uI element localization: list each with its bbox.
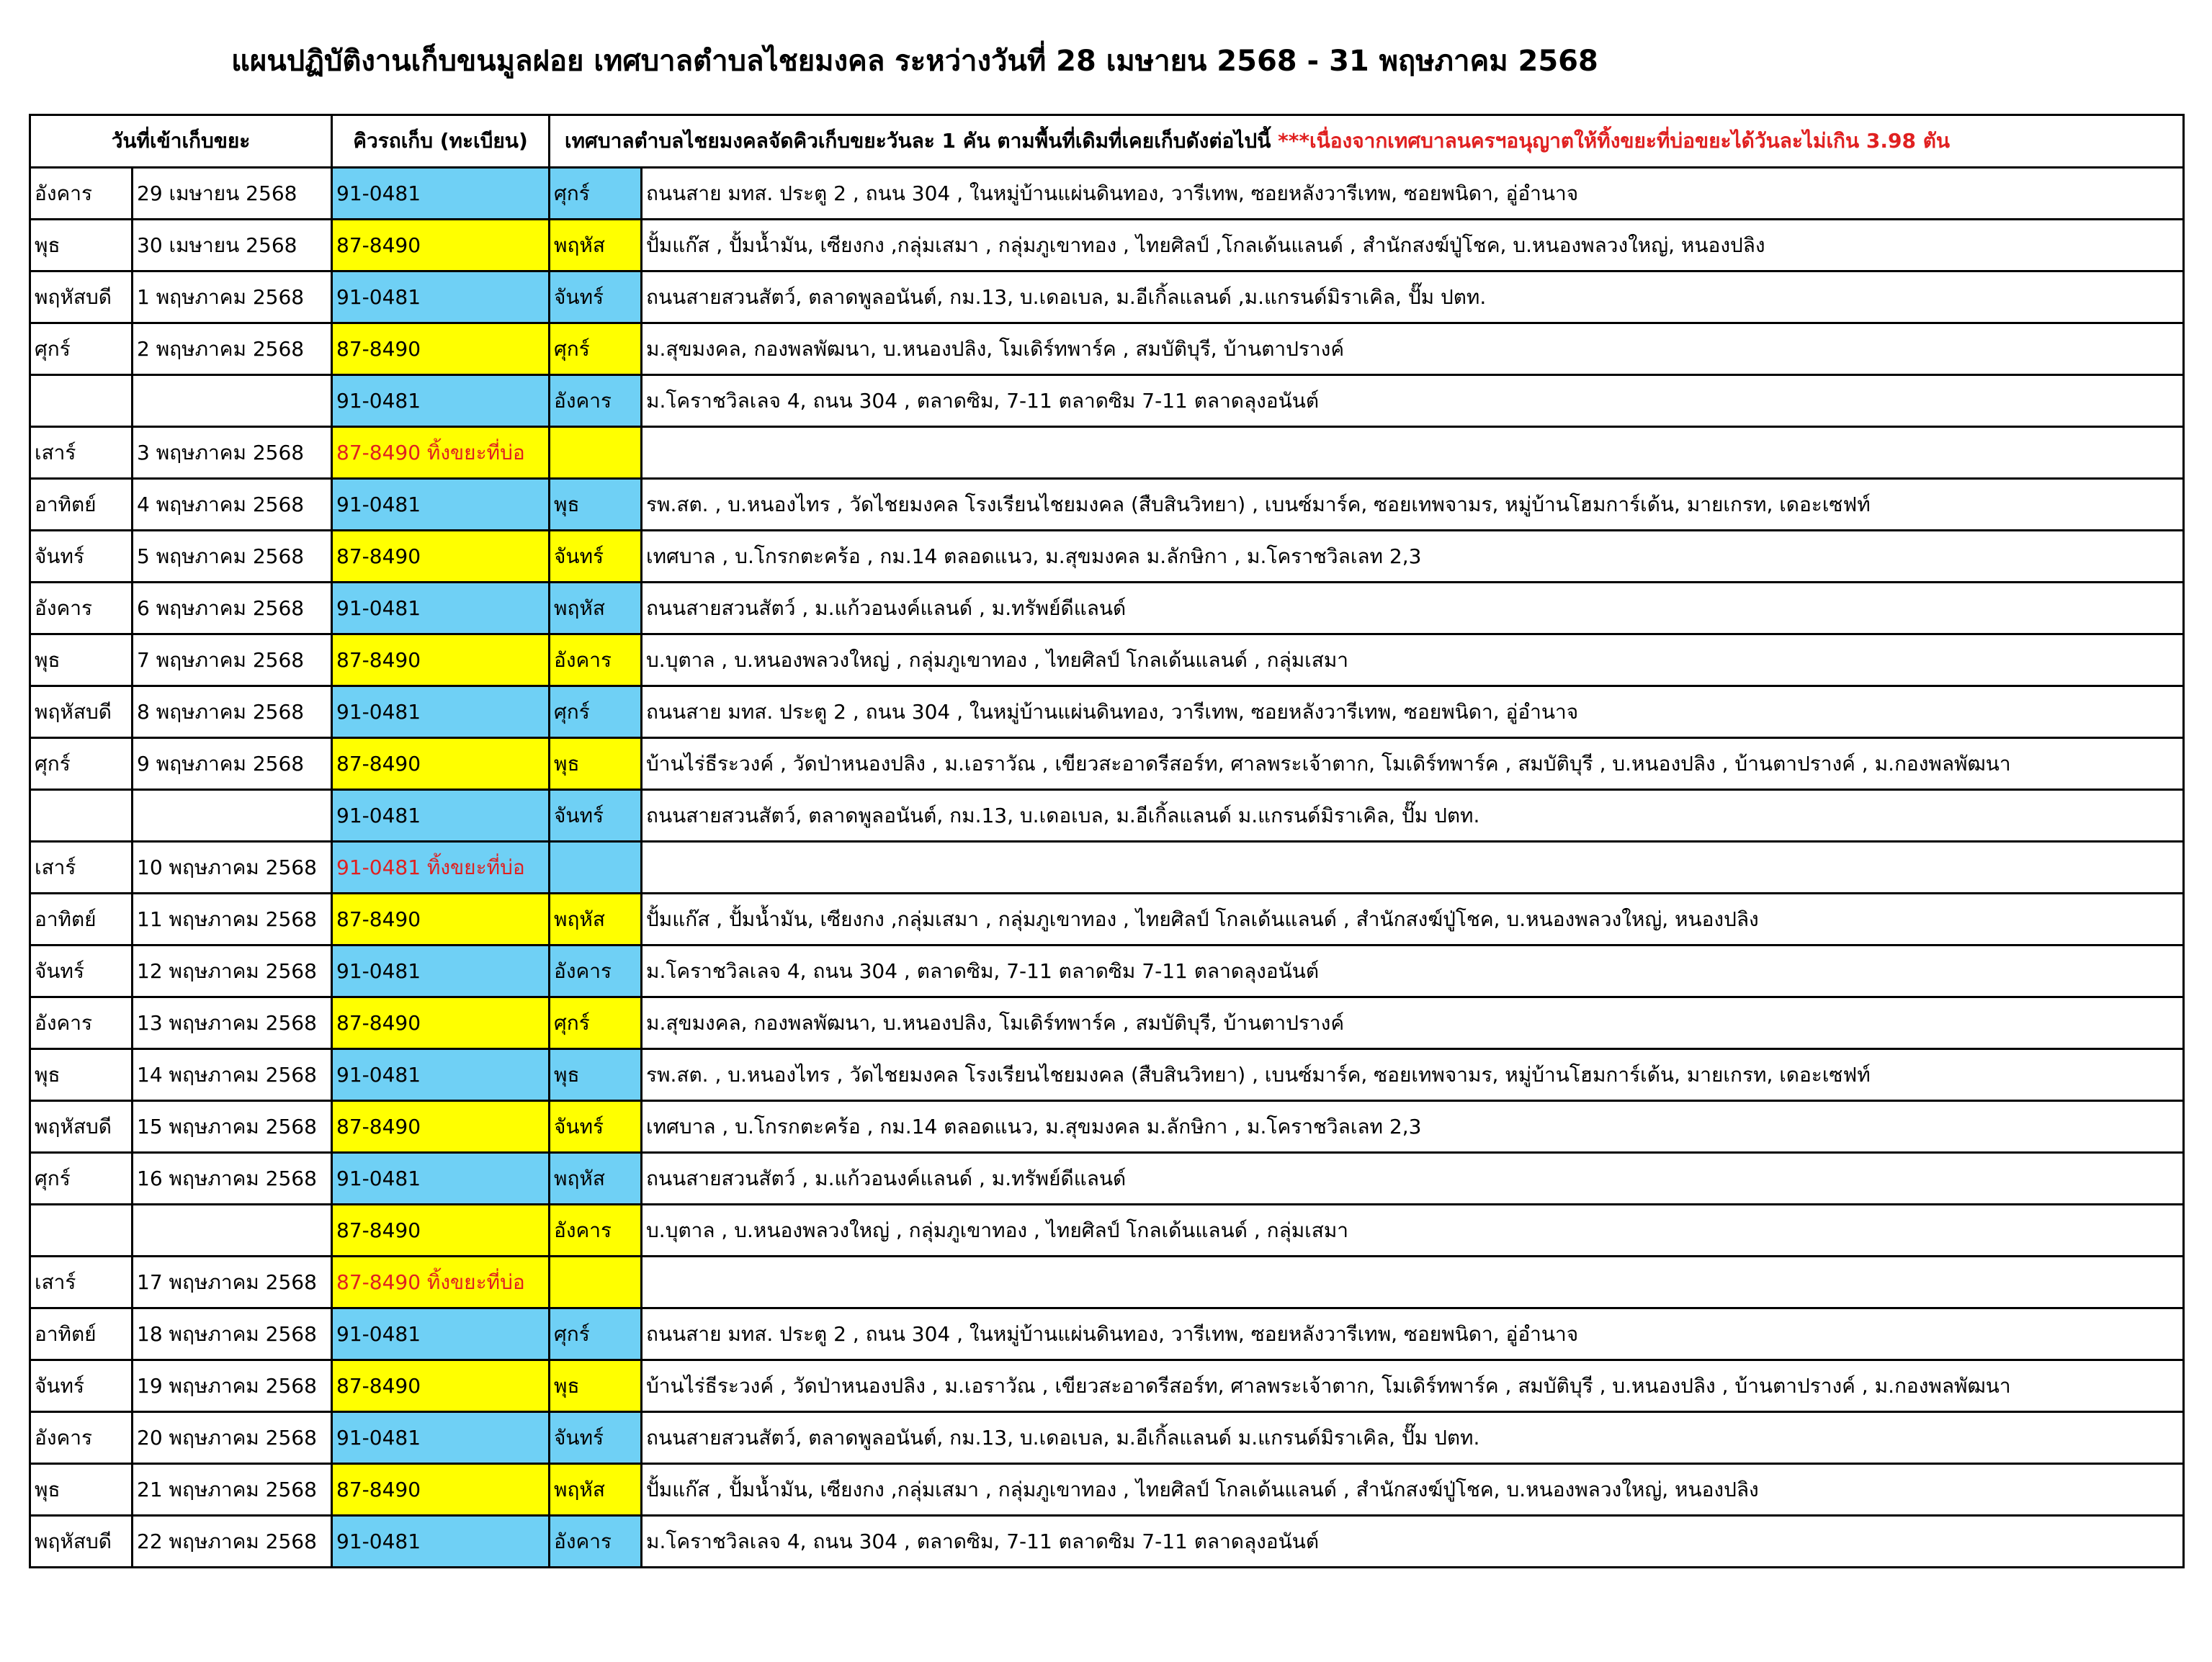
route-day-cell: จันทร์ bbox=[550, 790, 642, 842]
table-row bbox=[30, 1308, 2184, 1360]
date-cell: 20 พฤษภาคม 2568 bbox=[133, 1412, 332, 1464]
day-cell: อังคาร bbox=[30, 168, 133, 220]
route-day-cell: พุธ bbox=[550, 1049, 642, 1101]
table-row bbox=[30, 427, 2184, 479]
truck-cell: 87-8490 ทิ้งขยะที่บ่อ bbox=[332, 427, 550, 479]
day-cell: พุธ bbox=[30, 1464, 133, 1516]
table-row bbox=[30, 583, 2184, 634]
route-day-cell: อังคาร bbox=[550, 375, 642, 427]
table-row bbox=[30, 790, 2184, 842]
route-cell: ถนนสายสวนสัตว์, ตลาดพูลอนันต์, กม.13, บ.เดอเบล, ม.อีเกิ้ลแลนด์ ม.แกรนด์มิราเคิล, ปั๊ม ปตท. bbox=[642, 1412, 2184, 1464]
day-cell bbox=[30, 1205, 133, 1257]
date-cell: 9 พฤษภาคม 2568 bbox=[133, 738, 332, 790]
day-cell: เสาร์ bbox=[30, 842, 133, 894]
date-cell: 4 พฤษภาคม 2568 bbox=[133, 479, 332, 531]
date-cell: 17 พฤษภาคม 2568 bbox=[133, 1257, 332, 1308]
day-cell: พุธ bbox=[30, 634, 133, 686]
date-cell: 30 เมษายน 2568 bbox=[133, 220, 332, 271]
truck-cell: 87-8490 bbox=[332, 997, 550, 1049]
route-cell: บ้านไร่ธีระวงค์ , วัดป่าหนองปลิง , ม.เอราวัณ , เขียวสะอาดรีสอร์ท, ศาลพระเจ้าตาก, โมเดิร์ทพาร์ค , สมบัติบุรี , บ.หนองปลิง , บ้านตาปรางค์ , ม.กองพลพัฒนา bbox=[642, 738, 2184, 790]
truck-cell: 87-8490 bbox=[332, 1464, 550, 1516]
route-day-cell: พฤหัส bbox=[550, 894, 642, 945]
route-cell: ม.โคราชวิลเลจ 4, ถนน 304 , ตลาดซิม, 7-11 ตลาดซิม 7-11 ตลาดลุงอนันต์ bbox=[642, 1516, 2184, 1568]
day-cell: พฤหัสบดี bbox=[30, 686, 133, 738]
day-cell: พฤหัสบดี bbox=[30, 1516, 133, 1568]
truck-cell: 91-0481 bbox=[332, 1516, 550, 1568]
route-day-cell: พุธ bbox=[550, 479, 642, 531]
day-cell: ศุกร์ bbox=[30, 323, 133, 375]
route-cell: ปั้มแก๊ส , ปั้มน้ำมัน, เซียงกง ,กลุ่มเสมา , กลุ่มภูเขาทอง , ไทยศิลป์ ,โกลเด้นแลนด์ , สำนักสงฆ์ปู่โชค, บ.หนองพลวงใหญ่, หนองปลิง bbox=[642, 220, 2184, 271]
route-cell: ปั้มแก๊ส , ปั้มน้ำมัน, เซียงกง ,กลุ่มเสมา , กลุ่มภูเขาทอง , ไทยศิลป์ โกลเด้นแลนด์ , สำนักสงฆ์ปู่โชค, บ.หนองพลวงใหญ่, หนองปลิง bbox=[642, 1464, 2184, 1516]
route-cell: ถนนสาย มทส. ประตู 2 , ถนน 304 , ในหมู่บ้านแผ่นดินทอง, วารีเทพ, ซอยหลังวารีเทพ, ซอยพนิดา, อู่อำนาจ bbox=[642, 168, 2184, 220]
date-cell: 2 พฤษภาคม 2568 bbox=[133, 323, 332, 375]
header-row bbox=[30, 115, 2184, 168]
day-cell: ศุกร์ bbox=[30, 1153, 133, 1205]
date-cell: 6 พฤษภาคม 2568 bbox=[133, 583, 332, 634]
truck-cell: 91-0481 bbox=[332, 1308, 550, 1360]
date-cell: 12 พฤษภาคม 2568 bbox=[133, 945, 332, 997]
route-cell bbox=[642, 842, 2184, 894]
route-cell: ปั้มแก๊ส , ปั้มน้ำมัน, เซียงกง ,กลุ่มเสมา , กลุ่มภูเขาทอง , ไทยศิลป์ โกลเด้นแลนด์ , สำนักสงฆ์ปู่โชค, บ.หนองพลวงใหญ่, หนองปลิง bbox=[642, 894, 2184, 945]
date-cell: 16 พฤษภาคม 2568 bbox=[133, 1153, 332, 1205]
day-cell: อาทิตย์ bbox=[30, 1308, 133, 1360]
truck-cell: 91-0481 bbox=[332, 583, 550, 634]
day-cell bbox=[30, 375, 133, 427]
route-cell: ถนนสายสวนสัตว์, ตลาดพูลอนันต์, กม.13, บ.เดอเบล, ม.อีเกิ้ลแลนด์ ม.แกรนด์มิราเคิล, ปั๊ม ปตท. bbox=[642, 790, 2184, 842]
date-cell: 29 เมษายน 2568 bbox=[133, 168, 332, 220]
table-row bbox=[30, 1205, 2184, 1257]
truck-cell: 91-0481 bbox=[332, 1412, 550, 1464]
day-cell: จันทร์ bbox=[30, 531, 133, 583]
truck-cell: 91-0481 bbox=[332, 1049, 550, 1101]
route-cell: รพ.สต. , บ.หนองไทร , วัดไชยมงคล โรงเรียนไชยมงคล (สืบสินวิทยา) , เบนซ์มาร์ค, ซอยเทพจามร, หมู่บ้านโฮมการ์เด้น, มายเกรท, เดอะเซฟท์ bbox=[642, 479, 2184, 531]
route-day-cell: จันทร์ bbox=[550, 531, 642, 583]
truck-cell: 91-0481 bbox=[332, 271, 550, 323]
date-cell: 7 พฤษภาคม 2568 bbox=[133, 634, 332, 686]
route-cell: ม.สุขมงคล, กองพลพัฒนา, บ.หนองปลิง, โมเดิร์ทพาร์ค , สมบัติบุรี, บ้านตาปรางค์ bbox=[642, 323, 2184, 375]
truck-cell: 91-0481 ทิ้งขยะที่บ่อ bbox=[332, 842, 550, 894]
route-cell: ม.โคราชวิลเลจ 4, ถนน 304 , ตลาดซิม, 7-11 ตลาดซิม 7-11 ตลาดลุงอนันต์ bbox=[642, 945, 2184, 997]
route-day-cell: ศุกร์ bbox=[550, 686, 642, 738]
table-row bbox=[30, 1412, 2184, 1464]
day-cell: เสาร์ bbox=[30, 427, 133, 479]
day-cell: อังคาร bbox=[30, 583, 133, 634]
day-cell: พุธ bbox=[30, 1049, 133, 1101]
date-cell: 18 พฤษภาคม 2568 bbox=[133, 1308, 332, 1360]
route-cell: เทศบาล , บ.โกรกตะคร้อ , กม.14 ตลอดแนว, ม.สุขมงคล ม.ลักษิกา , ม.โคราชวิลเลท 2,3 bbox=[642, 531, 2184, 583]
route-day-cell: ศุกร์ bbox=[550, 168, 642, 220]
day-cell: อังคาร bbox=[30, 1412, 133, 1464]
table-row bbox=[30, 323, 2184, 375]
truck-cell: 87-8490 bbox=[332, 894, 550, 945]
day-cell: อาทิตย์ bbox=[30, 894, 133, 945]
table-row bbox=[30, 1360, 2184, 1412]
route-day-cell bbox=[550, 842, 642, 894]
route-day-cell: อังคาร bbox=[550, 634, 642, 686]
day-cell: ศุกร์ bbox=[30, 738, 133, 790]
day-cell: จันทร์ bbox=[30, 945, 133, 997]
route-cell: ถนนสายสวนสัตว์ , ม.แก้วอนงค์แลนด์ , ม.ทรัพย์ดีแลนด์ bbox=[642, 583, 2184, 634]
route-cell: บ.บุตาล , บ.หนองพลวงใหญ่ , กลุ่มภูเขาทอง , ไทยศิลป์ โกลเด้นแลนด์ , กลุ่มเสมา bbox=[642, 1205, 2184, 1257]
route-day-cell: พฤหัส bbox=[550, 1153, 642, 1205]
table-row bbox=[30, 375, 2184, 427]
route-day-cell: อังคาร bbox=[550, 1516, 642, 1568]
schedule-table bbox=[29, 114, 2185, 1568]
date-cell: 5 พฤษภาคม 2568 bbox=[133, 531, 332, 583]
table-row bbox=[30, 997, 2184, 1049]
truck-cell: 87-8490 bbox=[332, 323, 550, 375]
schedule-body bbox=[30, 168, 2184, 1568]
route-day-cell: ศุกร์ bbox=[550, 997, 642, 1049]
truck-cell: 91-0481 bbox=[332, 168, 550, 220]
route-day-cell: พฤหัส bbox=[550, 220, 642, 271]
route-day-cell: พฤหัส bbox=[550, 1464, 642, 1516]
route-cell: เทศบาล , บ.โกรกตะคร้อ , กม.14 ตลอดแนว, ม.สุขมงคล ม.ลักษิกา , ม.โคราชวิลเลท 2,3 bbox=[642, 1101, 2184, 1153]
header-date: วันที่เข้าเก็บขยะ bbox=[30, 115, 332, 168]
table-row bbox=[30, 634, 2184, 686]
route-day-cell: ศุกร์ bbox=[550, 323, 642, 375]
truck-cell: 87-8490 bbox=[332, 220, 550, 271]
truck-cell: 87-8490 bbox=[332, 634, 550, 686]
table-row bbox=[30, 271, 2184, 323]
route-day-cell: ศุกร์ bbox=[550, 1308, 642, 1360]
table-row bbox=[30, 1153, 2184, 1205]
truck-cell: 91-0481 bbox=[332, 945, 550, 997]
truck-cell: 87-8490 bbox=[332, 1205, 550, 1257]
date-cell: 13 พฤษภาคม 2568 bbox=[133, 997, 332, 1049]
truck-cell: 87-8490 bbox=[332, 1360, 550, 1412]
route-day-cell: จันทร์ bbox=[550, 1412, 642, 1464]
route-cell: บ.บุตาล , บ.หนองพลวงใหญ่ , กลุ่มภูเขาทอง , ไทยศิลป์ โกลเด้นแลนด์ , กลุ่มเสมา bbox=[642, 634, 2184, 686]
header-truck: คิวรถเก็บ (ทะเบียน) bbox=[332, 115, 550, 168]
truck-cell: 91-0481 bbox=[332, 375, 550, 427]
table-row bbox=[30, 1049, 2184, 1101]
truck-cell: 87-8490 bbox=[332, 531, 550, 583]
day-cell: พฤหัสบดี bbox=[30, 1101, 133, 1153]
header-route bbox=[550, 115, 2184, 168]
route-day-cell: อังคาร bbox=[550, 945, 642, 997]
date-cell bbox=[133, 375, 332, 427]
day-cell: อาทิตย์ bbox=[30, 479, 133, 531]
route-cell: รพ.สต. , บ.หนองไทร , วัดไชยมงคล โรงเรียนไชยมงคล (สืบสินวิทยา) , เบนซ์มาร์ค, ซอยเทพจามร, หมู่บ้านโฮมการ์เด้น, มายเกรท, เดอะเซฟท์ bbox=[642, 1049, 2184, 1101]
document-title: แผนปฏิบัติงานเก็บขนมูลฝอย เทศบาลตำบลไชยมงคล ระหว่างวันที่ 28 เมษายน 2568 - 31 พฤษภาคม 2568 bbox=[231, 45, 1598, 78]
route-day-cell: พุธ bbox=[550, 738, 642, 790]
route-cell: ถนนสายสวนสัตว์ , ม.แก้วอนงค์แลนด์ , ม.ทรัพย์ดีแลนด์ bbox=[642, 1153, 2184, 1205]
date-cell: 10 พฤษภาคม 2568 bbox=[133, 842, 332, 894]
date-cell: 1 พฤษภาคม 2568 bbox=[133, 271, 332, 323]
truck-cell: 91-0481 bbox=[332, 1153, 550, 1205]
truck-cell: 91-0481 bbox=[332, 790, 550, 842]
route-cell: ม.สุขมงคล, กองพลพัฒนา, บ.หนองปลิง, โมเดิร์ทพาร์ค , สมบัติบุรี, บ้านตาปรางค์ bbox=[642, 997, 2184, 1049]
table-row bbox=[30, 479, 2184, 531]
table-row bbox=[30, 842, 2184, 894]
table-row bbox=[30, 1464, 2184, 1516]
date-cell: 19 พฤษภาคม 2568 bbox=[133, 1360, 332, 1412]
route-cell: บ้านไร่ธีระวงค์ , วัดป่าหนองปลิง , ม.เอราวัณ , เขียวสะอาดรีสอร์ท, ศาลพระเจ้าตาก, โมเดิร์ทพาร์ค , สมบัติบุรี , บ.หนองปลิง , บ้านตาปรางค์ , ม.กองพลพัฒนา bbox=[642, 1360, 2184, 1412]
route-day-cell bbox=[550, 427, 642, 479]
route-day-cell: จันทร์ bbox=[550, 1101, 642, 1153]
date-cell: 21 พฤษภาคม 2568 bbox=[133, 1464, 332, 1516]
header-route-main: เทศบาลตำบลไชยมงคลจัดคิวเก็บขยะวันละ 1 คัน ตามพื้นที่เดิมที่เคยเก็บดังต่อไปนี้ bbox=[565, 129, 1279, 153]
route-cell: ถนนสาย มทส. ประตู 2 , ถนน 304 , ในหมู่บ้านแผ่นดินทอง, วารีเทพ, ซอยหลังวารีเทพ, ซอยพนิดา, อู่อำนาจ bbox=[642, 1308, 2184, 1360]
route-cell: ถนนสาย มทส. ประตู 2 , ถนน 304 , ในหมู่บ้านแผ่นดินทอง, วารีเทพ, ซอยหลังวารีเทพ, ซอยพนิดา, อู่อำนาจ bbox=[642, 686, 2184, 738]
table-row bbox=[30, 220, 2184, 271]
table-row bbox=[30, 168, 2184, 220]
route-day-cell: อังคาร bbox=[550, 1205, 642, 1257]
truck-cell: 87-8490 bbox=[332, 738, 550, 790]
date-cell: 3 พฤษภาคม 2568 bbox=[133, 427, 332, 479]
date-cell: 22 พฤษภาคม 2568 bbox=[133, 1516, 332, 1568]
truck-cell: 91-0481 bbox=[332, 479, 550, 531]
table-row bbox=[30, 686, 2184, 738]
route-cell: ถนนสายสวนสัตว์, ตลาดพูลอนันต์, กม.13, บ.เดอเบล, ม.อีเกิ้ลแลนด์ ,ม.แกรนด์มิราเคิล, ปั๊ม ปตท. bbox=[642, 271, 2184, 323]
route-day-cell: พุธ bbox=[550, 1360, 642, 1412]
route-day-cell: พฤหัส bbox=[550, 583, 642, 634]
day-cell: จันทร์ bbox=[30, 1360, 133, 1412]
table-row bbox=[30, 945, 2184, 997]
route-cell bbox=[642, 427, 2184, 479]
day-cell: อังคาร bbox=[30, 997, 133, 1049]
truck-cell: 87-8490 ทิ้งขยะที่บ่อ bbox=[332, 1257, 550, 1308]
table-row bbox=[30, 1101, 2184, 1153]
route-day-cell: จันทร์ bbox=[550, 271, 642, 323]
table-row bbox=[30, 738, 2184, 790]
route-cell bbox=[642, 1257, 2184, 1308]
date-cell bbox=[133, 1205, 332, 1257]
table-row bbox=[30, 1257, 2184, 1308]
truck-cell: 87-8490 bbox=[332, 1101, 550, 1153]
day-cell bbox=[30, 790, 133, 842]
day-cell: เสาร์ bbox=[30, 1257, 133, 1308]
date-cell bbox=[133, 790, 332, 842]
header-route-note: ***เนื่องจากเทศบาลนครฯอนุญาตให้ทิ้งขยะที่บ่อขยะได้วันละไม่เกิน 3.98 ตัน bbox=[1278, 129, 1951, 153]
day-cell: พุธ bbox=[30, 220, 133, 271]
date-cell: 11 พฤษภาคม 2568 bbox=[133, 894, 332, 945]
table-row bbox=[30, 894, 2184, 945]
table-row bbox=[30, 1516, 2184, 1568]
route-cell: ม.โคราชวิลเลจ 4, ถนน 304 , ตลาดซิม, 7-11 ตลาดซิม 7-11 ตลาดลุงอนันต์ bbox=[642, 375, 2184, 427]
date-cell: 14 พฤษภาคม 2568 bbox=[133, 1049, 332, 1101]
day-cell: พฤหัสบดี bbox=[30, 271, 133, 323]
date-cell: 8 พฤษภาคม 2568 bbox=[133, 686, 332, 738]
route-day-cell bbox=[550, 1257, 642, 1308]
truck-cell: 91-0481 bbox=[332, 686, 550, 738]
table-row bbox=[30, 531, 2184, 583]
date-cell: 15 พฤษภาคม 2568 bbox=[133, 1101, 332, 1153]
